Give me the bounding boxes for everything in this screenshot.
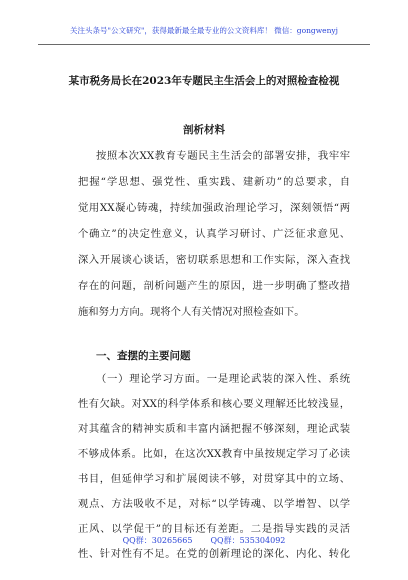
paragraph1-line: 个确立”的决定性意义，认真学习研讨、广泛征求意见、 — [78, 228, 350, 240]
page-footer — [0, 535, 408, 546]
paragraph1-line: 施和努力方向。现将个人有关情况对照检查如下。 — [78, 306, 305, 318]
document-subtitle: 剖析材料 — [183, 124, 225, 136]
paragraph2-line: （一）理论学习方面。一是理论武装的深入性、系统 — [96, 373, 350, 385]
paragraph2-line: 性有欠缺。对XX的科学体系和核心要义理解还比较浅显， — [78, 398, 350, 410]
paragraph1-line: 深入开展谈心谈话，密切联系思想和工作实际，深入查找 — [78, 254, 350, 266]
header-banner: 关注头条号"公文研究"，获得最新最全最专业的公文资料库！ 微信：gongwenyj — [70, 26, 338, 35]
paragraph2-line: 正风、以学促干”的目标还有差距。二是指导实践的灵活 — [78, 523, 350, 535]
document-title: 某市税务局长在2023年专题民主生活会上的对照检查检视 — [68, 75, 340, 87]
qq-group-2: QQ群：535304092 — [210, 536, 286, 545]
paragraph1-line: 存在的问题，剖析问题产生的原因，进一步明确了整改措 — [78, 280, 350, 292]
paragraph2-line: 书目，但延伸学习和扩展阅读不够，对贯穿其中的立场、 — [78, 473, 350, 485]
header-divider — [38, 44, 370, 45]
paragraph2-line: 性、针对性有不足。在党的创新理论的深化、内化、转化 — [78, 548, 350, 560]
paragraph1-line: 按照本次XX教育专题民主生活会的部署安排，我牢牢 — [96, 150, 350, 162]
paragraph2-line: 不够成体系。比如，在这次XX教育中虽按规定学习了必读 — [78, 448, 350, 460]
qq-group-1: QQ群：30265665 — [122, 536, 193, 545]
paragraph1-line: 觉用XX凝心铸魂，持续加强政治理论学习，深刻领悟“两 — [78, 202, 350, 214]
paragraph1-line: 把握“学思想、强党性、重实践、建新功”的总要求，自 — [78, 176, 350, 188]
paragraph2-line: 观点、方法吸收不足，对标“以学铸魂、以学增智、以学 — [78, 498, 350, 510]
section-heading: 一、查摆的主要问题 — [96, 350, 191, 362]
paragraph2-line: 对其蕴含的精神实质和丰富内涵把握不够深刻，理论武装 — [78, 423, 350, 435]
